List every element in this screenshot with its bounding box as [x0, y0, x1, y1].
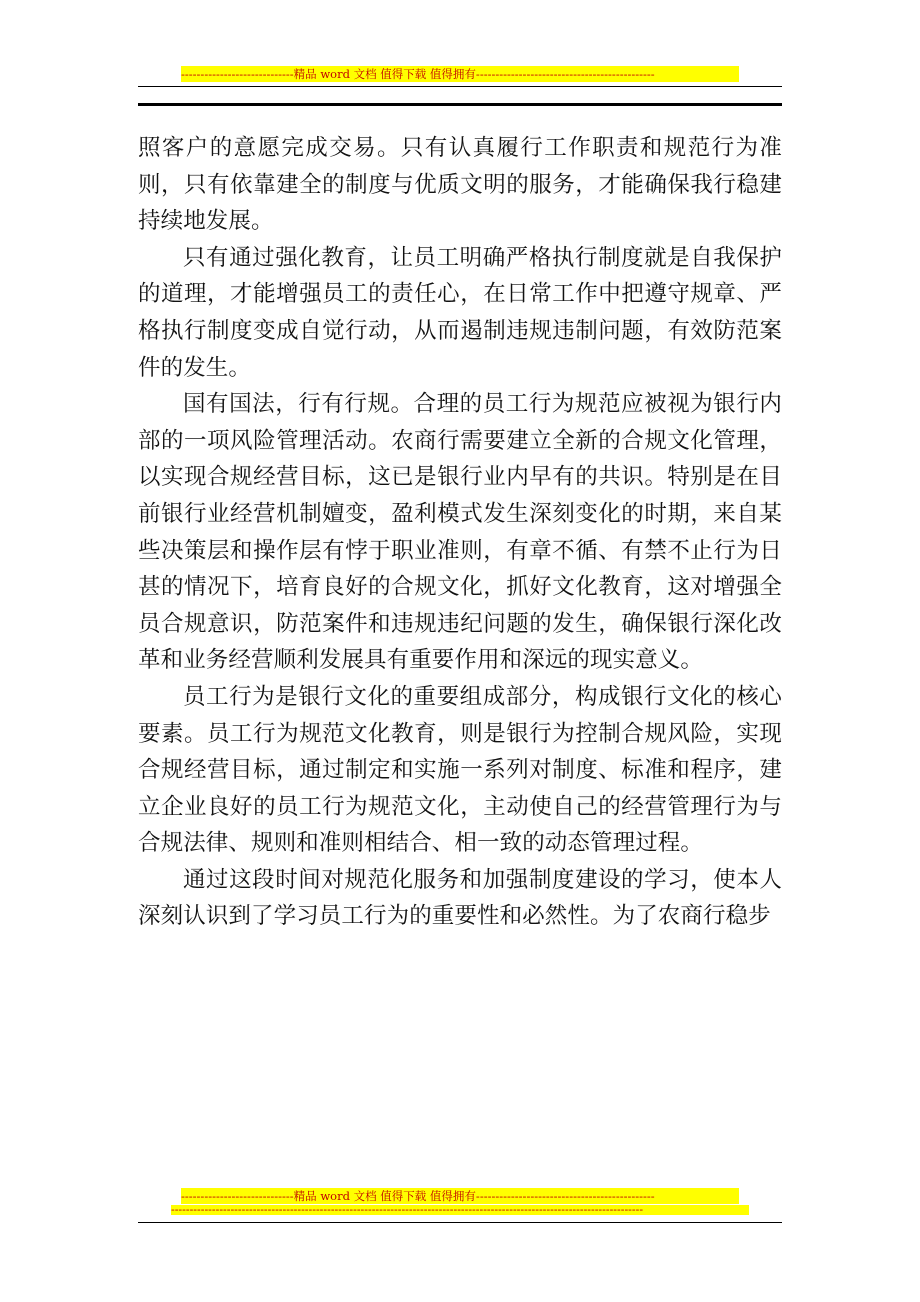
footer-banner-dashes: [171, 1205, 749, 1215]
footer-banner-dashes-text: -------------------------------------------------------------------------------------------------------------------------------: [171, 1205, 644, 1215]
paragraph-4: 员工行为是银行文化的重要组成部分，构成银行文化的核心要素。员工行为规范文化教育，则是银行为控制合规风险，实现合规经营目标，通过制定和实施一系列对制度、标准和程序，建立企业良好的员工行为规范文化，主动使自己的经营管理行为与合规法律、规则和准则相结合、相一致的动态管理过程。: [138, 683, 782, 857]
header-banner: [181, 66, 739, 82]
document-body: [138, 130, 782, 935]
paragraph-5: 通过这段时间对规范化服务和加强制度建设的学习，使本人深刻认识到了学习员工行为的重要性和必然性。为了农商行稳步: [138, 866, 782, 930]
paragraph-1: 照客户的意愿完成交易。只有认真履行工作职责和规范行为准则，只有依靠建全的制度与优质文明的服务，才能确保我行稳建持续地发展。: [138, 135, 782, 235]
header-rule-thick: [138, 103, 782, 106]
footer-banner: [181, 1188, 739, 1204]
header-rule-thin: [138, 86, 782, 87]
paragraph-2: 只有通过强化教育，让员工明确严格执行制度就是自我保护的道理，才能增强员工的责任心，在日常工作中把遵守规章、严格执行制度变成自觉行动，从而遏制违规违制问题，有效防范案件的发生。: [138, 244, 782, 381]
paragraph-3: 国有国法，行有行规。合理的员工行为规范应被视为银行内部的一项风险管理活动。农商行需要建立全新的合规文化管理，以实现合规经营目标，这已是银行业内早有的共识。特别是在目前银行业经营机制嬗变，盈利模式发生深刻变化的时期，来自某些决策层和操作层有悖于职业准则，有章不循、有禁不止行为日甚的情况下，培育良好的合规文化，抓好文化教育，这对增强全员合规意识，防范案件和违规违纪问题的发生，确保银行深化改革和业务经营顺利发展具有重要作用和深远的现实意义。: [138, 391, 782, 674]
footer-banner-text: -----------------------------精品 word 文档 值得下载 值得拥有----------------------------------------------: [181, 1189, 655, 1203]
header-banner-text: -----------------------------精品 word 文档 值得下载 值得拥有----------------------------------------------: [181, 67, 655, 81]
footer-rule: [138, 1222, 782, 1223]
